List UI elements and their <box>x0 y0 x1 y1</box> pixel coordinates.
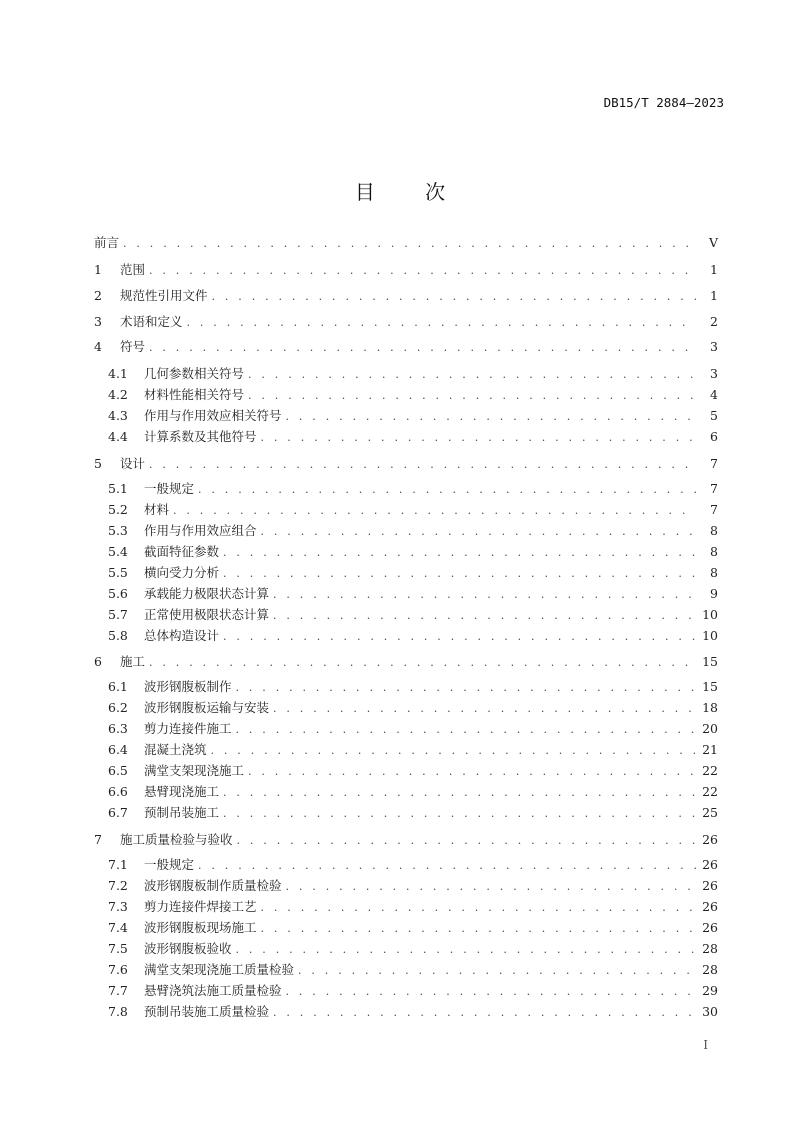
toc-entry-number: 5.8 <box>108 628 128 643</box>
toc-entry-label: 波形钢腹板制作 <box>144 679 232 694</box>
dot-leader <box>149 339 696 357</box>
toc-entry-label: 符号 <box>120 339 146 354</box>
toc-entry-label: 总体构造设计 <box>144 628 220 643</box>
toc-entry-label: 混凝土浇筑 <box>144 742 207 757</box>
toc-entry-number: 4.1 <box>108 366 128 381</box>
dot-leader <box>149 262 696 280</box>
dot-leader <box>273 607 696 625</box>
toc-entry-page: 8 <box>710 544 718 559</box>
toc-entry-number: 5.1 <box>108 481 128 496</box>
dot-leader <box>248 366 696 384</box>
toc-entry-page: 15 <box>702 654 718 669</box>
toc-entry-label: 满堂支架现浇施工 <box>144 763 245 778</box>
dot-leader <box>236 721 696 739</box>
toc-entry-page: 6 <box>710 429 718 444</box>
dot-leader <box>198 481 696 499</box>
toc-entry-label: 材料 <box>144 502 170 517</box>
toc-entry-label: 预制吊装施工质量检验 <box>144 1004 270 1019</box>
toc-entry-number: 5.5 <box>108 565 128 580</box>
toc-entry-label: 施工质量检验与验收 <box>120 832 233 847</box>
toc-subentry[interactable] <box>108 678 718 696</box>
toc-entry-page: 26 <box>702 899 718 914</box>
toc-entry-label: 一般规定 <box>144 481 195 496</box>
toc-subentry[interactable] <box>108 522 718 540</box>
toc-entry-label: 作用与作用效应相关符号 <box>144 408 282 423</box>
toc-subentry[interactable] <box>108 627 718 645</box>
toc-entry-page: 21 <box>702 742 718 757</box>
toc-subentry[interactable] <box>108 606 718 624</box>
toc-entry-page: 25 <box>702 805 718 820</box>
dot-leader <box>261 920 696 938</box>
toc-subentry[interactable] <box>108 501 718 519</box>
toc-entry-page: 4 <box>710 387 718 402</box>
document-code: DB15/T 2884—2023 <box>603 95 724 110</box>
toc-subentry[interactable] <box>108 1003 718 1021</box>
dot-leader <box>211 742 696 760</box>
toc-entry-number: 7.1 <box>108 857 128 872</box>
toc-entry-page: 20 <box>702 721 718 736</box>
toc-entry-label: 剪力连接件焊接工艺 <box>144 899 257 914</box>
toc-subentry[interactable] <box>108 543 718 561</box>
toc-entry-label: 前言 <box>94 235 120 250</box>
dot-leader <box>298 962 696 980</box>
toc-subentry[interactable] <box>108 856 718 874</box>
toc-entry-label: 作用与作用效应组合 <box>144 523 257 538</box>
toc-entry[interactable] <box>94 455 718 473</box>
toc-entry-label: 设计 <box>120 456 146 471</box>
toc-entry-page: 18 <box>702 700 718 715</box>
toc-subentry[interactable] <box>108 919 718 937</box>
toc-entry-label: 剪力连接件施工 <box>144 721 232 736</box>
toc-entry-number: 7.8 <box>108 1004 128 1019</box>
toc-entry-number: 5.7 <box>108 607 128 622</box>
toc-subentry[interactable] <box>108 480 718 498</box>
toc-entry[interactable] <box>94 831 718 849</box>
toc-entry-label: 横向受力分析 <box>144 565 220 580</box>
toc-entry-number: 4.3 <box>108 408 128 423</box>
toc-entry-page: 15 <box>702 679 718 694</box>
toc-entry-page: 7 <box>710 456 718 471</box>
toc-entry-page: 9 <box>710 586 718 601</box>
dot-leader <box>248 387 696 405</box>
dot-leader <box>286 408 696 426</box>
toc-entry-label: 施工 <box>120 654 146 669</box>
dot-leader <box>187 314 696 332</box>
toc-entry-number: 6.5 <box>108 763 128 778</box>
toc-entry-number: 1 <box>94 262 102 277</box>
toc-subentry[interactable] <box>108 804 718 822</box>
toc-subentry[interactable] <box>108 564 718 582</box>
toc-entry-page: 10 <box>702 607 718 622</box>
toc-entry-page: 3 <box>710 339 718 354</box>
dot-leader <box>223 544 696 562</box>
toc-entry-page: 22 <box>702 784 718 799</box>
page-number: I <box>703 1038 708 1052</box>
dot-leader <box>236 941 696 959</box>
dot-leader <box>123 235 696 253</box>
toc-entry-number: 7.2 <box>108 878 128 893</box>
toc-entry-label: 预制吊装施工 <box>144 805 220 820</box>
toc-entry-number: 7.3 <box>108 899 128 914</box>
toc-entry-page: 7 <box>710 481 718 496</box>
dot-leader <box>223 805 696 823</box>
dot-leader <box>273 700 696 718</box>
dot-leader <box>149 654 696 672</box>
dot-leader <box>261 523 696 541</box>
toc-entry-label: 计算系数及其他符号 <box>144 429 257 444</box>
dot-leader <box>273 586 696 604</box>
toc-entry-number: 4.2 <box>108 387 128 402</box>
toc-entry-label: 波形钢腹板验收 <box>144 941 232 956</box>
toc-entry[interactable] <box>94 287 718 305</box>
toc-entry-number: 7.5 <box>108 941 128 956</box>
dot-leader <box>212 288 696 306</box>
toc-entry-number: 6.3 <box>108 721 128 736</box>
dot-leader <box>173 502 696 520</box>
toc-entry-page: 30 <box>702 1004 718 1019</box>
toc-entry-number: 4.4 <box>108 429 128 444</box>
toc-entry-label: 悬臂浇筑法施工质量检验 <box>144 983 282 998</box>
dot-leader <box>236 679 696 697</box>
toc-entry-page: 22 <box>702 763 718 778</box>
toc-entry-label: 满堂支架现浇施工质量检验 <box>144 962 295 977</box>
toc-entry-page: 26 <box>702 878 718 893</box>
toc-subentry[interactable] <box>108 982 718 1000</box>
toc-entry-label: 几何参数相关符号 <box>144 366 245 381</box>
toc-entry-number: 3 <box>94 314 102 329</box>
toc-entry-page: 8 <box>710 565 718 580</box>
dot-leader <box>261 429 696 447</box>
toc-subentry[interactable] <box>108 961 718 979</box>
toc-subentry[interactable] <box>108 365 718 383</box>
toc-entry-label: 波形钢腹板现场施工 <box>144 920 257 935</box>
toc-entry-label: 规范性引用文件 <box>120 288 208 303</box>
dot-leader <box>237 832 696 850</box>
toc-entry-number: 5 <box>94 456 102 471</box>
toc-entry-number: 6 <box>94 654 102 669</box>
page-title: 目 次 <box>354 180 468 204</box>
toc-entry-page: 7 <box>710 502 718 517</box>
toc-entry-number: 6.4 <box>108 742 128 757</box>
toc-entry-number: 5.4 <box>108 544 128 559</box>
toc-entry-number: 5.6 <box>108 586 128 601</box>
toc-entry-page: 2 <box>710 314 718 329</box>
toc-subentry[interactable] <box>108 940 718 958</box>
toc-entry-label: 波形钢腹板运输与安装 <box>144 700 270 715</box>
toc-entry-page: 5 <box>710 408 718 423</box>
toc-entry-number: 7.4 <box>108 920 128 935</box>
dot-leader <box>273 1004 696 1022</box>
dot-leader <box>149 456 696 474</box>
toc-entry-page: 8 <box>710 523 718 538</box>
toc-entry-number: 4 <box>94 339 102 354</box>
dot-leader <box>223 565 696 583</box>
dot-leader <box>223 784 696 802</box>
toc-entry[interactable] <box>94 653 718 671</box>
toc-entry-page: 1 <box>710 288 718 303</box>
dot-leader <box>248 763 696 781</box>
toc-subentry[interactable] <box>108 720 718 738</box>
toc-entry-page: 28 <box>702 941 718 956</box>
toc-subentry[interactable] <box>108 877 718 895</box>
toc-entry[interactable] <box>94 313 718 331</box>
toc-entry-number: 7.7 <box>108 983 128 998</box>
toc-subentry[interactable] <box>108 898 718 916</box>
toc-entry-number: 6.1 <box>108 679 128 694</box>
toc-entry[interactable] <box>94 234 718 252</box>
toc-entry-number: 2 <box>94 288 102 303</box>
toc-entry-page: 10 <box>702 628 718 643</box>
toc-entry-label: 悬臂现浇施工 <box>144 784 220 799</box>
toc-subentry[interactable] <box>108 428 718 446</box>
toc-entry[interactable] <box>94 338 718 356</box>
toc-subentry[interactable] <box>108 699 718 717</box>
toc-subentry[interactable] <box>108 762 718 780</box>
toc-entry-label: 材料性能相关符号 <box>144 387 245 402</box>
toc-entry-label: 波形钢腹板制作质量检验 <box>144 878 282 893</box>
dot-leader <box>198 857 696 875</box>
toc-entry-label: 正常使用极限状态计算 <box>144 607 270 622</box>
toc-entry-number: 6.7 <box>108 805 128 820</box>
toc-entry-number: 5.2 <box>108 502 128 517</box>
toc-entry-number: 6.2 <box>108 700 128 715</box>
toc-entry-page: 3 <box>710 366 718 381</box>
toc-entry-number: 6.6 <box>108 784 128 799</box>
dot-leader <box>286 983 696 1001</box>
toc-entry-page: 28 <box>702 962 718 977</box>
toc-entry-label: 术语和定义 <box>120 314 183 329</box>
toc-subentry[interactable] <box>108 585 718 603</box>
toc-entry-label: 承载能力极限状态计算 <box>144 586 270 601</box>
toc-subentry[interactable] <box>108 783 718 801</box>
toc-entry-number: 7 <box>94 832 102 847</box>
toc-entry-page: 29 <box>702 983 718 998</box>
toc-subentry[interactable] <box>108 407 718 425</box>
toc-entry-page: 26 <box>702 920 718 935</box>
toc-entry-page: 26 <box>702 832 718 847</box>
toc-entry-number: 5.3 <box>108 523 128 538</box>
toc-entry-page: V <box>708 235 718 250</box>
toc-entry[interactable] <box>94 261 718 279</box>
toc-subentry[interactable] <box>108 386 718 404</box>
toc-entry-label: 范围 <box>120 262 146 277</box>
toc-subentry[interactable] <box>108 741 718 759</box>
toc-entry-page: 1 <box>710 262 718 277</box>
toc-entry-label: 一般规定 <box>144 857 195 872</box>
toc-entry-label: 截面特征参数 <box>144 544 220 559</box>
toc-entry-page: 26 <box>702 857 718 872</box>
dot-leader <box>261 899 696 917</box>
dot-leader <box>286 878 696 896</box>
dot-leader <box>223 628 696 646</box>
toc-entry-number: 7.6 <box>108 962 128 977</box>
